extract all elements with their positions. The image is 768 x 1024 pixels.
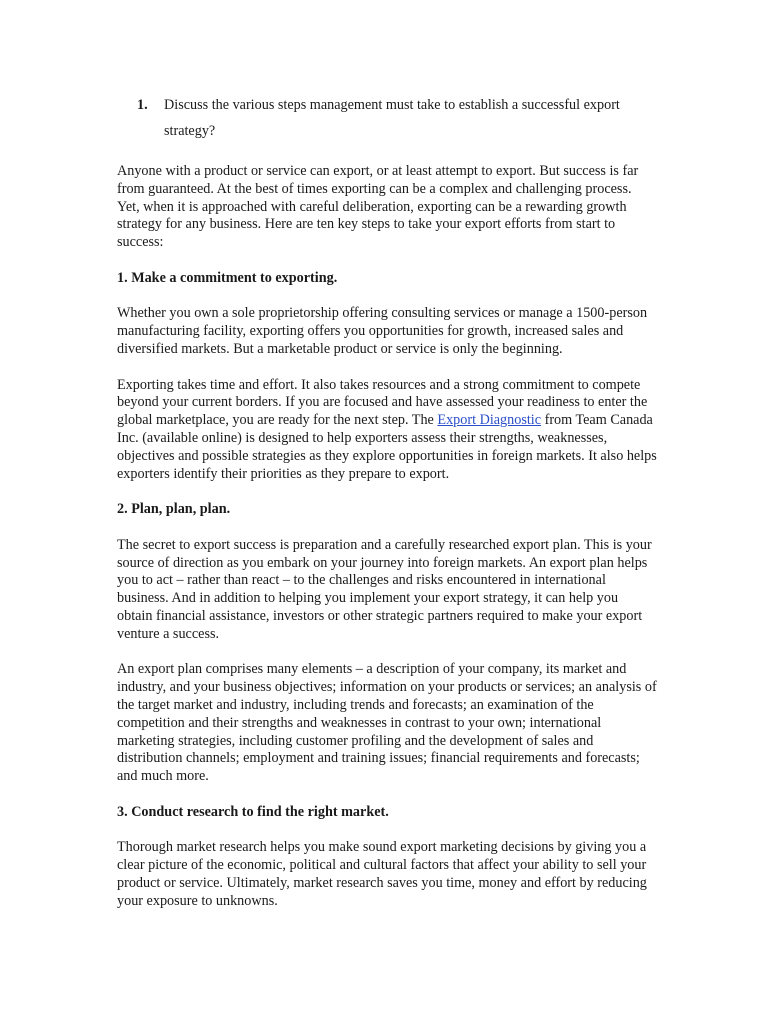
research-paragraph-1: Thorough market research helps you make sound export marketing decisions by giving you a clear picture of the economic, political and cultural factors that affect your ability to sell your product or service. Ultimately, market research saves you time, money and effort by reducing your exposure to unknowns. [117,839,647,909]
question-text: Discuss the various steps management must take to establish a successful export strategy? [164,97,620,139]
commitment-paragraph-2 [117,377,657,484]
commitment-paragraph-2-start: Exporting takes time and effort. It also takes resources and a strong commitment to compete beyond your current borders. If you are focused and have assessed your readiness to enter the global marketplace, you are ready for the next step. The [117,376,648,429]
section-heading-plan: 2. Plan, plan, plan. [117,501,231,518]
intro-paragraph: Anyone with a product or service can export, or at least attempt to export. But success is far from guaranteed. At the best of times exporting can be a complex and challenging process. Yet, when it is approached with careful deliberation, exporting can be a rewarding growth strategy for any business. Here are ten key steps to take your export efforts from start to success: [117,163,639,251]
commitment-paragraph-1: Whether you own a sole proprietorship offering consulting services or manage a 1500-person manufacturing facility, exporting offers you opportunities for growth, increased sales and diversified markets. But a marketable product or service is only the beginning. [117,305,648,357]
document-body [117,163,657,928]
plan-paragraph-1: The secret to export success is preparation and a carefully researched export plan. This is your source of direction as you embark on your journey into foreign markets. An export plan helps you to act – rather than react – to the challenges and risks encountered in international business. And in addition to helping you implement your export strategy, it can help you obtain financial assistance, investors or other strategic partners required to make your export venture a success. [117,536,652,642]
export-diagnostic-link[interactable]: Export Diagnostic [437,412,542,429]
section-heading-commitment: 1. Make a commitment to exporting. [117,269,338,286]
section-heading-research: 3. Conduct research to find the right market. [117,803,389,820]
question-item [137,92,657,144]
question-number: 1. [137,97,148,113]
plan-paragraph-2: An export plan comprises many elements – a description of your company, its market and industry, and your business objectives; information on your products or services; an analysis of the target market and industry, including trends and forecasts; an examination of the competition and their strengths and weaknesses in contrast to your own; international marketing strategies, including customer profiling and the development of sales and distribution channels; employment and training issues; financial requirements and forecasts; and much more. [117,661,657,785]
commitment-paragraph-2-end: from Team Canada Inc. (available online) is designed to help exporters assess their strengths, weaknesses, objectives and possible strategies as they explore opportunities in foreign markets. It also helps exporters identify their priorities as they prepare to export. [117,412,657,482]
